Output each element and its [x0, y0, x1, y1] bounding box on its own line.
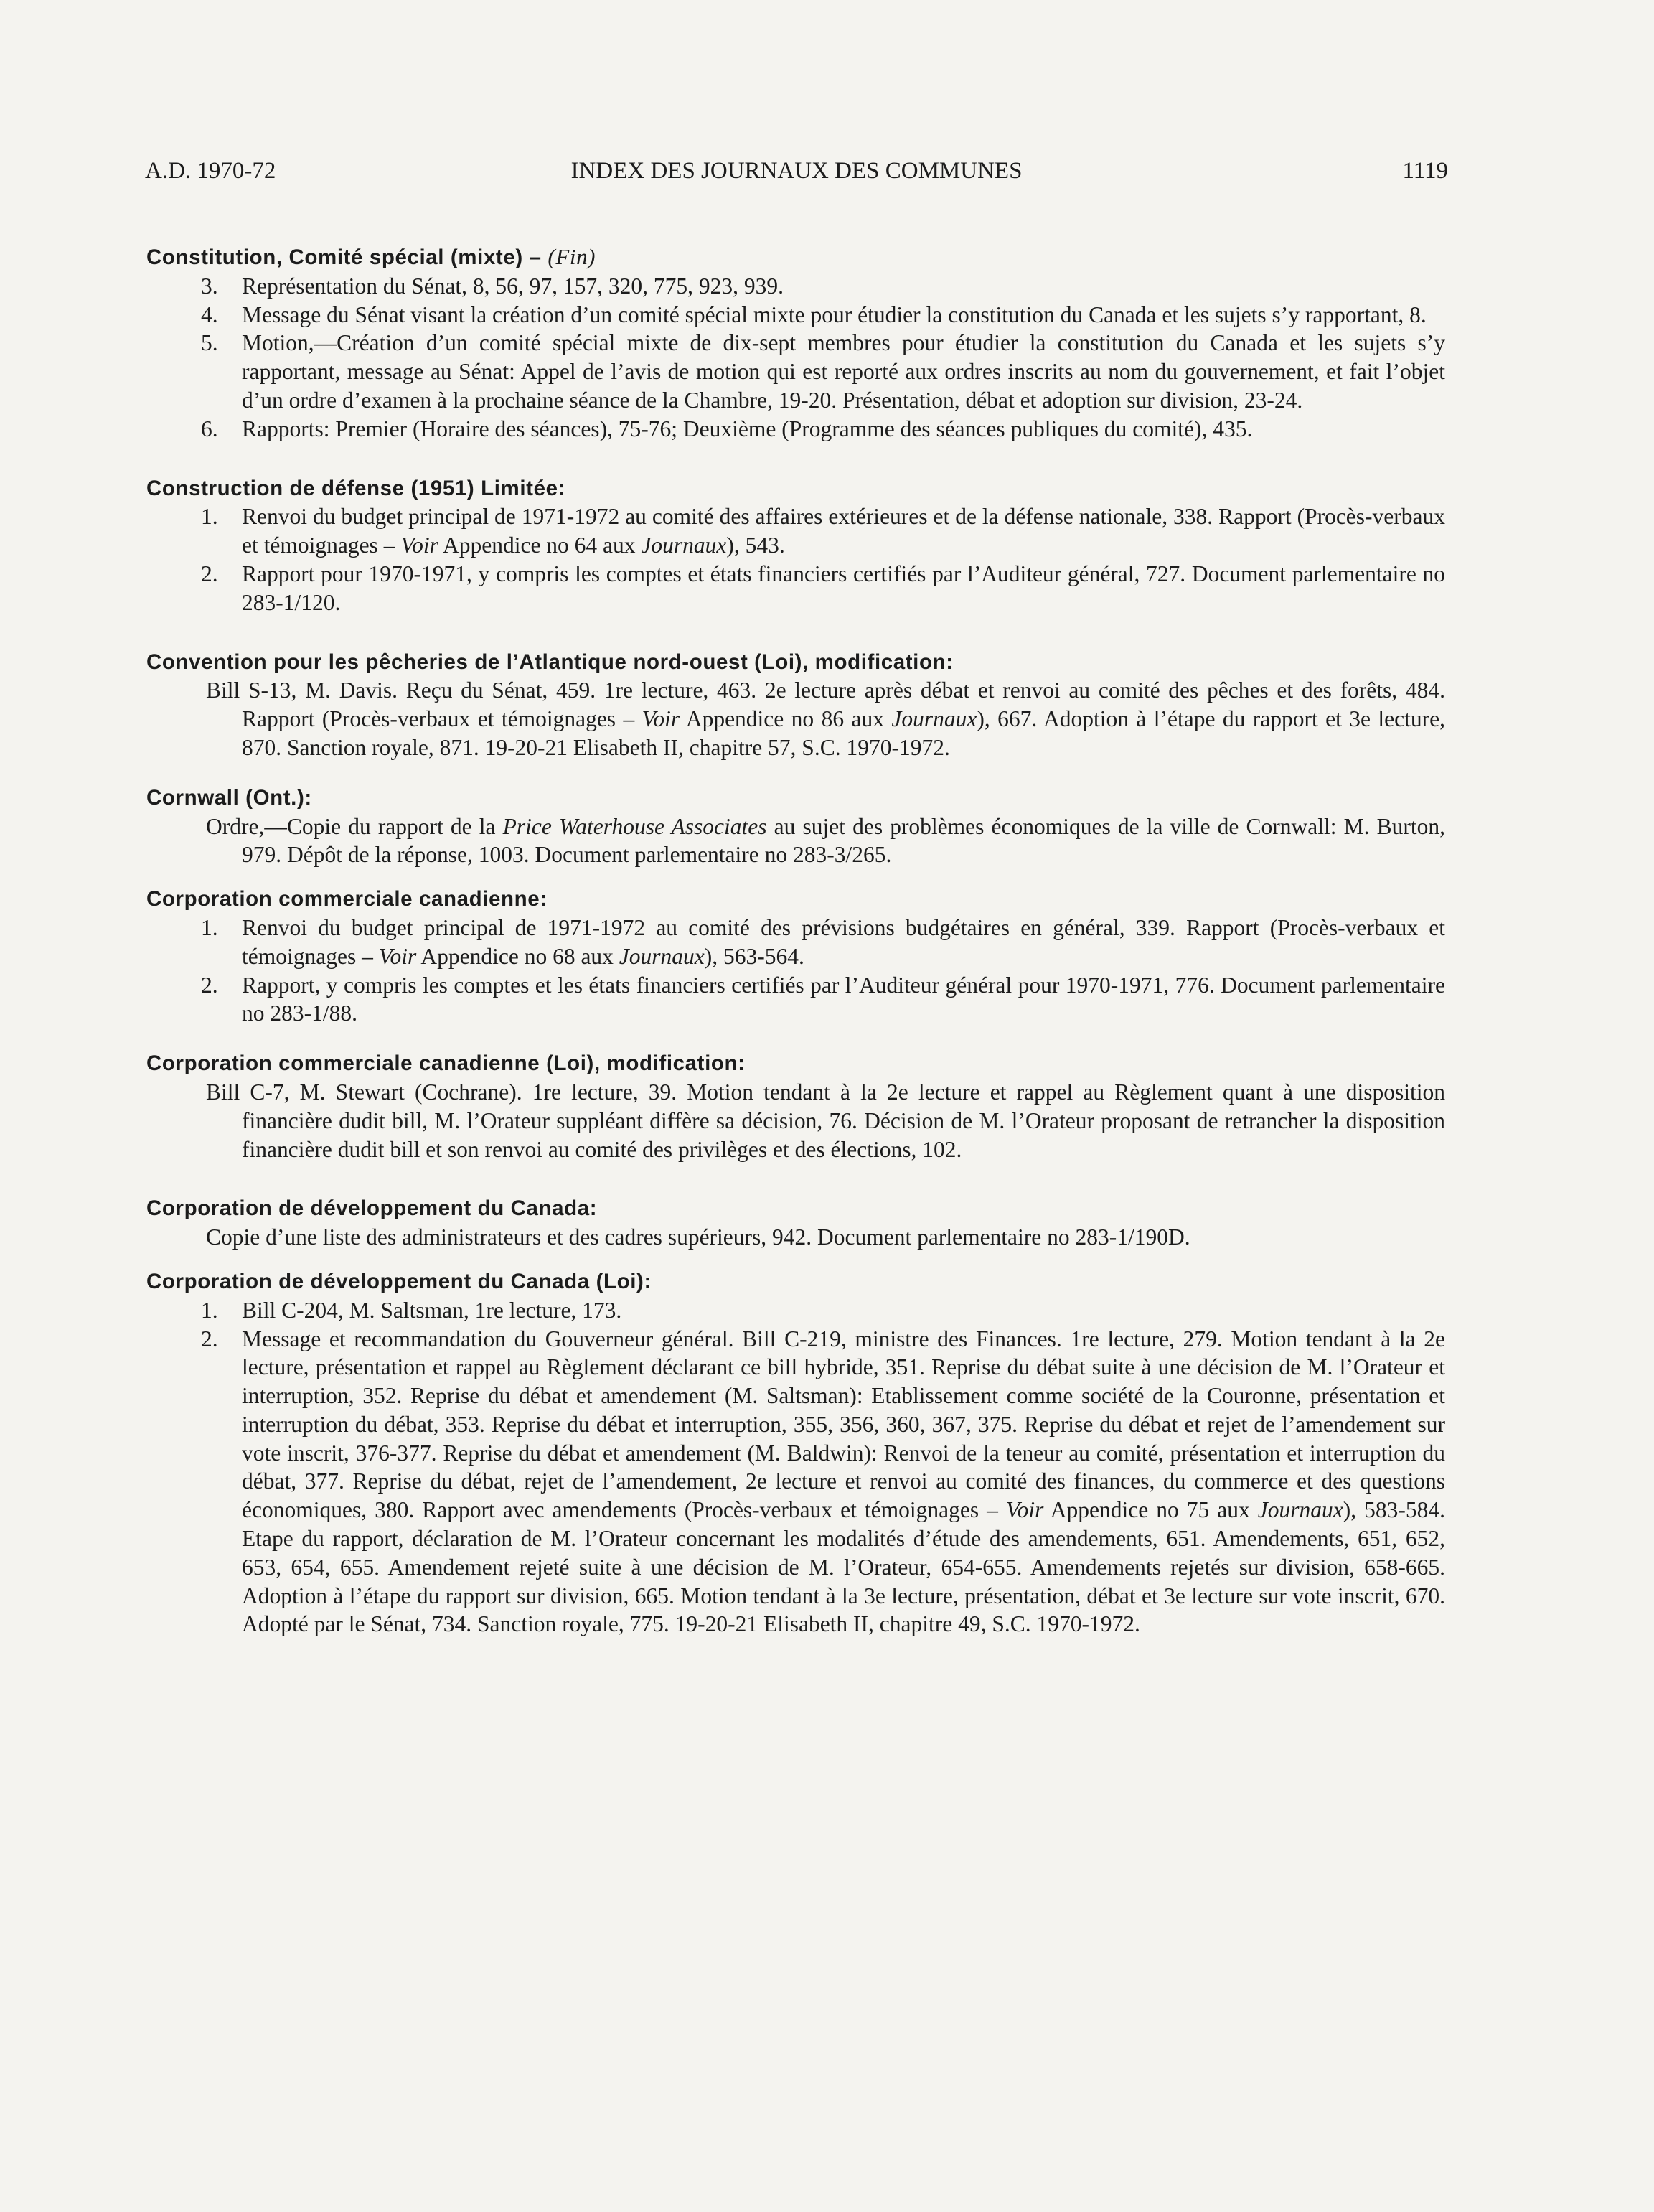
- list-item: [146, 272, 1445, 301]
- item-number: 6.: [201, 416, 218, 441]
- italic-citation: Voir: [642, 706, 680, 732]
- entry-heading: Corporation de développement du Canada (Loi):: [146, 1269, 652, 1293]
- italic-citation: Voir: [400, 533, 438, 558]
- entry-paragraph: Copie d’une liste des administrateurs et des cadres supérieurs, 942. Document parlementaire no 283-1/190D.: [206, 1224, 1190, 1250]
- header-years: A.D. 1970-72: [145, 158, 276, 184]
- entry-heading: Construction de défense (1951) Limitée:: [146, 476, 566, 500]
- index-entry: [146, 1267, 1445, 1639]
- item-text: Message et recommandation du Gouverneur général. Bill C-219, ministre des Finances. 1re lecture, 279. Motion tendant à la 2e lecture, présentation et rappel au Règlement déclarant ce bill hybride, 351. Reprise du débat suite à une décision de M. l’Orateur et interruption, 352. Reprise du débat et amendement (M. Saltsman): Etablissement comme société de la Couronne, présentation et interruption du débat, 353. Reprise du débat et interruption, 355, 356, 360, 367, 375. Reprise du débat et rejet de l’amendement sur vote inscrit, 376-377. Reprise du débat et amendement (M. Baldwin): Renvoi de la teneur au comité, présentation et interruption du débat, 377. Reprise du débat, rejet de l’amendement, 2e lecture et renvoi au comité des finances, du commerce et des questions économiques, 380. Rapport avec amendements (Procès-verbaux et témoignages – Voir Appendice no 75 aux Journaux), 583-584. Etape du rapport, déclaration de M. l’Orateur concernant les modalités d’étude des amendements, 651. Amendements, 651, 652, 653, 654, 655. Amendement rejeté suite à une décision de M. l’Orateur, 654-655. Amendements rejetés sur division, 658-665. Adoption à l’étape du rapport sur division, 665. Motion tendant à la 3e lecture, présentation, débat et 3e lecture sur vote inscrit, 670. Adopté par le Sénat, 734. Sanction royale, 775. 19-20-21 Elisabeth II, chapitre 49, S.C. 1970-1972.: [242, 1326, 1446, 1637]
- heading-continuation: (Fin): [548, 244, 596, 269]
- list-item: [146, 1325, 1445, 1639]
- index-entry: [146, 1049, 1445, 1163]
- entry-heading: Corporation commerciale canadienne:: [146, 887, 548, 911]
- list-item: [146, 415, 1445, 444]
- item-number: 1.: [201, 914, 218, 940]
- list-item: [146, 301, 1445, 329]
- entry-heading: Corporation de développement du Canada:: [146, 1196, 598, 1221]
- list-item: [146, 502, 1445, 560]
- italic-citation: Price Waterhouse Associates: [502, 813, 767, 839]
- item-number: 2.: [201, 1326, 218, 1351]
- list-item: [146, 560, 1445, 617]
- item-number: 1.: [201, 504, 218, 530]
- entry-heading: Cornwall (Ont.):: [146, 785, 312, 810]
- italic-citation: Voir: [1005, 1497, 1044, 1523]
- list-item: [146, 914, 1445, 971]
- item-number: 4.: [201, 301, 218, 327]
- list-item: [146, 329, 1445, 414]
- italic-citation: Journaux: [891, 706, 977, 732]
- list-item: [146, 971, 1445, 1028]
- index-content: [146, 243, 1445, 1639]
- index-entry: [146, 784, 1445, 869]
- item-text: Renvoi du budget principal de 1971-1972 au comité des prévisions budgétaires en général, 339. Rapport (Procès-verbaux et témoignages – Voir Appendice no 68 aux Journaux), 563-564.: [242, 914, 1445, 969]
- item-text: Renvoi du budget principal de 1971-1972 au comité des affaires extérieures et de la défense nationale, 338. Rapport (Procès-verbaux et témoignages – Voir Appendice no 64 aux Journaux), 543.: [242, 504, 1445, 558]
- index-entry: [146, 1194, 1445, 1252]
- italic-citation: Journaux: [641, 533, 727, 558]
- header-title: INDEX DES JOURNAUX DES COMMUNES: [570, 158, 1023, 184]
- item-number: 5.: [201, 330, 218, 356]
- item-text: Message du Sénat visant la création d’un comité spécial mixte pour étudier la constitution du Canada et les sujets s’y rapportant, 8.: [242, 301, 1427, 327]
- list-item: [146, 1296, 1445, 1325]
- item-number: 2.: [201, 561, 218, 586]
- italic-citation: Journaux: [619, 943, 705, 969]
- index-entry: [146, 648, 1445, 762]
- item-text: Motion,—Création d’un comité spécial mixte de dix-sept membres pour étudier la constitution du Canada et les sujets s’y rapportant, message au Sénat: Appel de l’avis de motion qui est reporté aux ordres inscrits au nom du gouvernement, et fait l’objet d’un ordre d’examen à la prochaine séance de la Chambre, 19-20. Présentation, débat et adoption sur division, 23-24.: [242, 330, 1445, 413]
- entry-paragraph: Bill S-13, M. Davis. Reçu du Sénat, 459. 1re lecture, 463. 2e lecture après débat et renvoi au comité des pêches et des forêts, 484. Rapport (Procès-verbaux et témoignages – Voir Appendice no 86 aux Journaux), 667. Adoption à l’étape du rapport et 3e lecture, 870. Sanction royale, 871. 19-20-21 Elisabeth II, chapitre 57, S.C. 1970-1972.: [206, 678, 1445, 760]
- index-entry: [146, 885, 1445, 1028]
- italic-citation: Voir: [378, 943, 417, 969]
- entry-paragraph: Bill C-7, M. Stewart (Cochrane). 1re lecture, 39. Motion tendant à la 2e lecture et rappel au Règlement quant à une disposition financière dudit bill, M. l’Orateur suppléant diffère sa décision, 76. Décision de M. l’Orateur proposant de retrancher la disposition financière dudit bill et son renvoi au comité des privilèges et des élections, 102.: [206, 1079, 1445, 1162]
- index-entry: [146, 474, 1445, 617]
- entry-heading: Convention pour les pêcheries de l’Atlantique nord-ouest (Loi), modification:: [146, 650, 954, 674]
- index-entry: [146, 243, 1445, 444]
- item-number: 2.: [201, 972, 218, 998]
- entry-paragraph: Ordre,—Copie du rapport de la Price Waterhouse Associates au sujet des problèmes économiques de la ville de Cornwall: M. Burton, 979. Dépôt de la réponse, 1003. Document parlementaire no 283-3/265.: [206, 813, 1446, 868]
- italic-citation: Journaux: [1257, 1497, 1343, 1523]
- entry-heading: Constitution, Comité spécial (mixte) – (Fin): [146, 244, 596, 269]
- page-number: 1119: [1402, 158, 1448, 184]
- item-number: 3.: [201, 273, 218, 299]
- item-text: Rapport pour 1970-1971, y compris les comptes et états financiers certifiés par l’Auditeur général, 727. Document parlementaire no 283-1/120.: [242, 561, 1445, 615]
- item-text: Rapports: Premier (Horaire des séances), 75-76; Deuxième (Programme des séances publiques du comité), 435.: [242, 416, 1253, 441]
- item-number: 1.: [201, 1297, 218, 1323]
- entry-heading: Corporation commerciale canadienne (Loi), modification:: [146, 1051, 746, 1076]
- item-text: Bill C-204, M. Saltsman, 1re lecture, 173.: [242, 1297, 622, 1323]
- running-header: [145, 158, 1448, 194]
- item-text: Représentation du Sénat, 8, 56, 97, 157, 320, 775, 923, 939.: [242, 273, 784, 299]
- item-text: Rapport, y compris les comptes et les états financiers certifiés par l’Auditeur général pour 1970-1971, 776. Document parlementaire no 283-1/88.: [242, 972, 1445, 1026]
